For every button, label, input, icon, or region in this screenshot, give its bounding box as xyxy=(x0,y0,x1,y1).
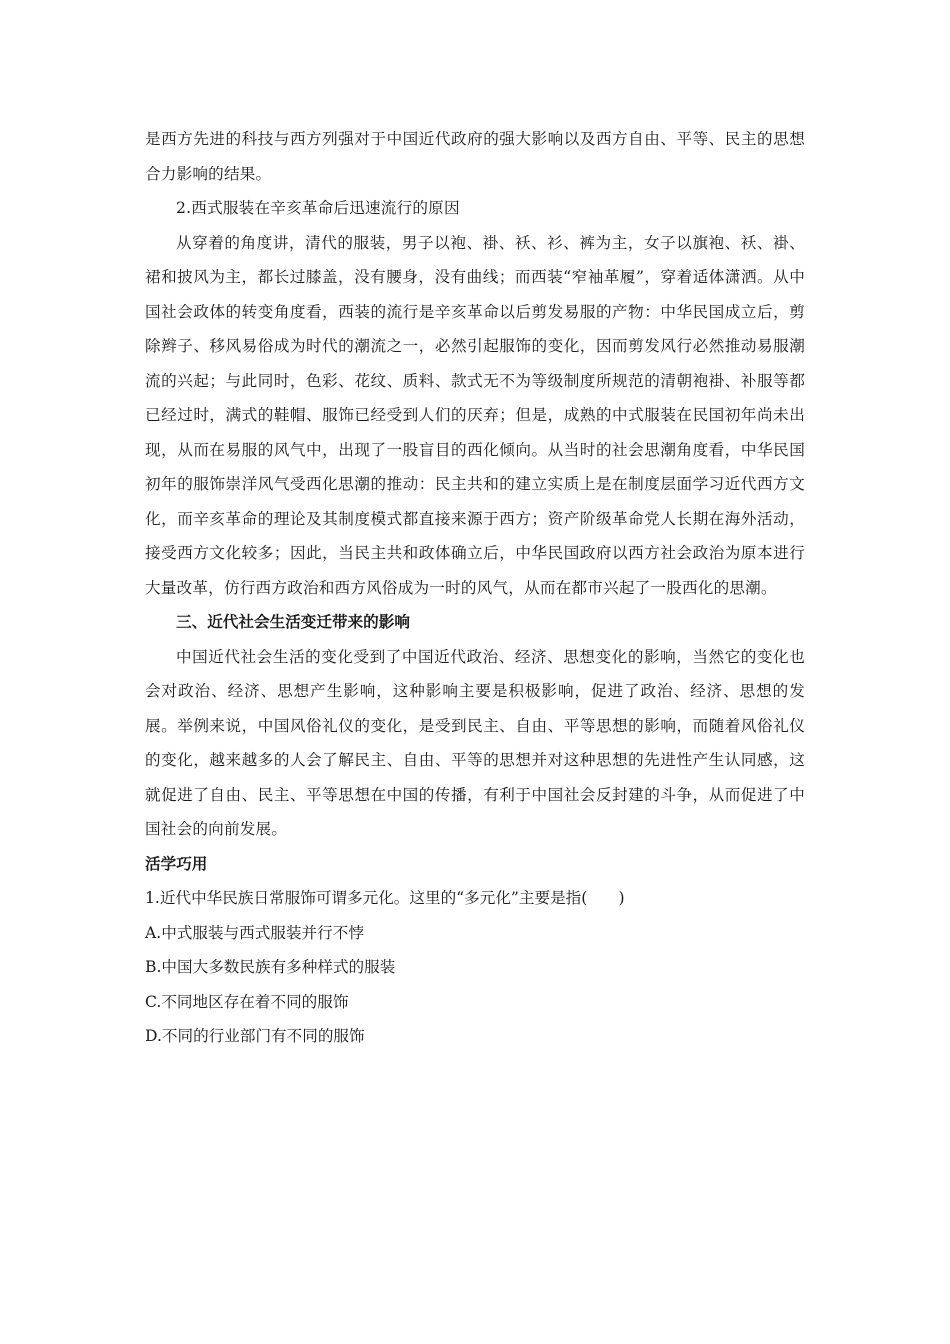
option-c: C.不同地区存在着不同的服饰 xyxy=(145,992,349,1011)
paragraph-impact: 中国近代社会生活的变化受到了中国近代政治、经济、思想变化的影响，当然它的变化也会对政治、经济、思想产生影响，这种影响主要是积极影响，促进了政治、经济、思想的发展。举例来说，中国风俗礼仪的变化，是受到民主、自由、平等思想的影响，而随着风俗礼仪的变化，越来越多的人会了解民主、自由、平等的思想并对这种思想的先进性产生认同感，这就促进了自由、民主、平等思想在中国的传播，有利于中国社会反封建的斗争，从而促进了中国社会的向前发展。 xyxy=(145,647,805,838)
subheading-2: 2.西式服装在辛亥革命后迅速流行的原因 xyxy=(176,199,460,217)
paragraph-continuation: 是西方先进的科技与西方列强对于中国近代政府的强大影响以及西方自由、平等、民主的思想合力影响的结果。 xyxy=(145,130,805,183)
section-heading-3: 三、近代社会生活变迁带来的影响 xyxy=(176,613,410,631)
question-stem: 1.近代中华民族日常服饰可谓多元化。这里的“多元化”主要是指( ) xyxy=(145,889,625,907)
option-a: A.中式服装与西式服装并行不悖 xyxy=(145,923,364,942)
option-b: B.中国大多数民族有多种样式的服装 xyxy=(145,958,396,976)
practice-section-title: 活学巧用 xyxy=(145,854,208,873)
document-page xyxy=(145,122,805,1054)
option-d: D.不同的行业部门有不同的服饰 xyxy=(145,1027,365,1045)
paragraph-reasons: 从穿着的角度讲，清代的服装，男子以袍、褂、袄、衫、裤为主，女子以旗袍、袄、褂、裙和披风为主，都长过膝盖，没有腰身，没有曲线；而西装“窄袖革履”，穿着适体潇洒。从中国社会政体的转变角度看，西装的流行是辛亥革命以后剪发易服的产物：中华民国成立后，剪除辫子、移风易俗成为时代的潮流之一，必然引起服饰的变化，因而剪发风行必然推动易服潮流的兴起；与此同时，色彩、花纹、质料、款式无不为等级制度所规范的清朝袍褂、补服等都已经过时，满式的鞋帽、服饰已经受到人们的厌弃；但是，成熟的中式服装在民国初年尚未出现，从而在易服的风气中，出现了一股盲目的西化倾向。从当时的社会思潮角度看，中华民国初年的服饰崇洋风气受西化思潮的推动：民主共和的建立实质上是在制度层面学习近代西方文化，而辛亥革命的理论及其制度模式都直接来源于西方；资产阶级革命党人长期在海外活动，接受西方文化较多；因此，当民主共和政体确立后，中华民国政府以西方社会政治为原本进行大量改革，仿行西方政治和西方风俗成为一时的风气，从而在都市兴起了一股西化的思潮。 xyxy=(145,233,805,597)
